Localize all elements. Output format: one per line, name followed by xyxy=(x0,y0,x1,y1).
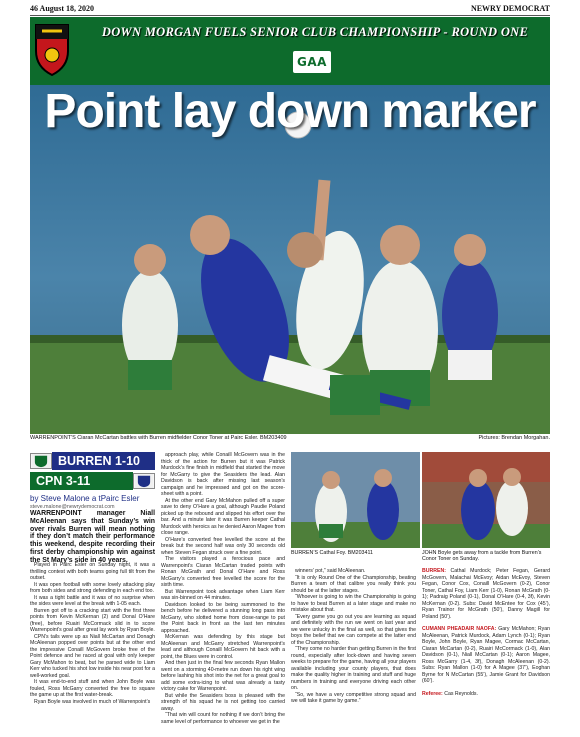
main-photo-caption: WARRENPOINT'S Ciaran McCartan battles with Burren midfielder Conor Toner at Pairc Esler. BM203409 xyxy=(30,435,287,441)
page-folio xyxy=(30,4,550,16)
paragraph: The visitors played a ferocious pace and Warrenpoint’s Ciaran McCartan traded points with Ronan McGrath and Donal O’Hare and Ross McGarry’s converted free levelled the score for the sixth time. xyxy=(161,556,285,588)
burren-lineup xyxy=(422,568,550,620)
paragraph: But Warrenpoint took advantage when Liam Kerr was sin-binned on 44 minutes. xyxy=(161,588,285,601)
cpn-lineup xyxy=(422,626,550,685)
paragraph: And then just in the final few seconds Ryan Mallon went on a storming 40-metre run down his right wing before lashing his shot into the net for a great goal to add some extra-icing to what was already a tasty victory cake for Warrenpoint. xyxy=(161,660,285,692)
paragraph: Ryan Boyle was involved in much of Warrenpoint’s xyxy=(34,698,151,705)
photo-credit: Pictures: Brendan Morgahan. xyxy=(478,435,550,441)
photo-3-caption: JOHN Boyle gets away from a tackle from Burren’s Conor Toner on Sunday. xyxy=(422,550,542,563)
photo-2-illustration xyxy=(291,452,420,548)
paragraph: McKernan was defending by this stage but McAleenan and McGarry stretched Warrenpoint’s lead and although Conaill McGovern hit back with a point, the Blues were in control. xyxy=(161,634,285,660)
team-score-burren: 1-10 xyxy=(114,454,140,468)
page-date: 46 August 18, 2020 xyxy=(30,4,95,13)
photo-john-boyle xyxy=(422,452,550,548)
photo-cathal-foy xyxy=(291,452,420,548)
headline: Point lay down marker xyxy=(44,85,536,138)
cpn-label: CUMANN PHEADAIR NAOFA: xyxy=(422,626,497,632)
banner-kicker: DOWN MORGAN FUELS SENIOR CLUB CHAMPIONSHIP - ROUND ONE xyxy=(101,25,529,39)
paper-name: NEWRY DEMOCRAT xyxy=(470,4,550,13)
byline xyxy=(30,494,155,510)
referee-name: Cas Reynolds. xyxy=(444,690,478,697)
cpn-players: Gary McMahon; Ryan McAleenan, Patrick Murdock, Adam Lynch (0-1); Ryan Boyle, John Boyle, Ryan Magee, Cormac McCartan, Ciaran McCartan (0-2), Ruairi McCormack (1-0), Alan Davidson (0-1), Niall McCartan (0-1); Aaron Magee, Ross McGarry (1-4, 3f), Donagh McAleenan (0-2). xyxy=(422,626,550,665)
team-name-cpn: CPN xyxy=(36,474,63,488)
paragraph: It was a tight battle and it was of no surprise when the sides were level at the break with 1-05 each. xyxy=(30,594,155,607)
paragraph: approach play, while Conaill McGovern was in the thick of the action for Burren but it was Patrick Murdock’s fine finish in midfield that started the move for McGarry to give the Seasiders the lead. Alan Davidson is back after missing last season’s campaign and he impressed and got on the score-sheet with a point. xyxy=(161,452,285,497)
paragraph: “Every game you go out you are learning as squad and definitely with the run we went on last year and we were unlucky in the final as well, so that gives the boys the belief that we can compete at the latter end of the Championship. xyxy=(291,613,416,646)
score-row-burren xyxy=(30,452,155,470)
paragraph: Burren got off to a cracking start with the first three points from Kevin McKernan (2) and Donal O’Hare (free), before Ruairi McCormack slid in to score Warrenpoint’s goal after great lay work by Ryan Boyle. xyxy=(30,607,155,633)
referee-label: Referee: xyxy=(422,690,443,697)
section-banner xyxy=(30,17,550,85)
main-photo-caption-row xyxy=(30,435,550,445)
byline-text: by Steve Malone a tPairc Esler xyxy=(30,494,140,503)
photo-2-caption: BURREN’S Cathal Foy. BM203411 xyxy=(291,550,373,556)
article-column-2 xyxy=(161,452,285,725)
paragraph: CPN’s tails were up as Niall McCartan and Donagh McAleenan popped over points but at the other end the impressive Conaill McGovern broke free of the Point defence and he raced at goal with only keeper Gary McMahon to beat, but he parsed wide to Liam Kerr who tucked his shot low inside his near post for a well-worked goal. xyxy=(30,633,155,679)
gaa-logo: GAA xyxy=(293,51,331,73)
paragraph: Davidson looked to be being summoned to the bench before he delivered a stunning long pass into McGarry, who slotted home from close-range to put the Point back in front as the last ten minutes approached. xyxy=(161,601,285,634)
article-column-1 xyxy=(30,562,155,705)
score-row-cpn xyxy=(30,472,155,490)
referee-line xyxy=(422,691,550,698)
paragraph: “It is only Round One of the Championship, beating Burren a team of that calibre you really think you should be at the latter stages. xyxy=(291,574,416,594)
paragraph: “Whoever is going to win the Championship is going to have to beat Burren at a later stage and make no mistake about that. xyxy=(291,594,416,613)
paragraph: Played in Pairc Esler on Sunday night, it was a thrilling contest with both teams going full tilt from the outset. xyxy=(30,562,155,581)
team-name-burren: BURREN xyxy=(58,454,112,468)
paragraph: “They come no harder than getting Burren in the first round, especially after lock-down and having seven weeks to prepare for the game, having all your players available including your county players, that does make the quality higher in training and stuff and huge numbers in training and everyone driving each other on. xyxy=(291,646,416,691)
score-burren xyxy=(52,452,155,470)
paragraph: But while the Seasiders boss is pleased with the strength of his squad he is not getting too carried away. xyxy=(161,692,285,712)
burren-players: Cathal Murdock; Peter Fegan, Gerard McGovern, Malachai McEvoy; Aidan McEvoy, Steven Fegan, Conor Cox, Conaill McGovern (0-2), Conor Toner, Cathal Foy, Liam Kerr (1-0), Ronan McGrath (0-1); Padraig Poland (0-1), Donal O’Hare (0-4, 3f), Kevin McKernan (0-2). xyxy=(422,568,550,607)
photo-3-illustration xyxy=(422,452,550,548)
paragraph: O’Hare’s converted free levelled the score at the break but the second half was only 30 seconds old when Steven Fegan struck over a fine point. xyxy=(161,536,285,556)
paragraph: winners’ pot,” said McAleenan. xyxy=(295,568,366,574)
paragraph: It was open football with some lovely attacking play from both sides and strong defending in each end too. xyxy=(30,581,155,594)
county-crest-icon xyxy=(34,21,70,77)
paragraph: “So, we have a very competitive strong squad and we will take it game by game.” xyxy=(291,691,416,704)
burren-label: BURREN: xyxy=(422,568,446,574)
score-cpn xyxy=(30,472,133,490)
cpn-crest-icon xyxy=(133,473,155,489)
lede-paragraph: WARRENPOINT manager Niall McAleenan says that Sunday’s win over rivals Burren will mean nothing if they don’t match their performance this weekend, despite recording their first derby championship win against the St Mary’s side in 40 years. xyxy=(30,510,155,564)
team-lineups xyxy=(422,568,550,703)
paragraph: “That win will count for nothing if we don’t bring the same level of performance to whoever we get in the xyxy=(161,712,285,725)
byline-email: steve.malone@newrydemocrat.com xyxy=(30,504,115,510)
score-box xyxy=(30,452,155,492)
cpn-subs: Subs: Ryan Mallon (1-0) for A Magee (37’), Eoghan Byrne for N McCartan (55’), Jamie Grant for Davidson (60’). xyxy=(422,665,550,684)
burren-crest-icon xyxy=(30,453,52,469)
paragraph: It was end-to-end stuff and when John Boyle was fouled, Ross McGarry converted the free to square the game up at the first water-break. xyxy=(30,679,155,698)
paragraph: At the other end Gary McMahon pulled off a super save to deny O’Hare a goal, although Paudie Poland picked up the rebound and slipped his effort over the bar. And a minute later it was Burren keeper Cathal Murdock with heroics as he denied Aaron Magee from close range. xyxy=(161,497,285,536)
team-score-cpn: 3-11 xyxy=(65,474,91,488)
article-column-3 xyxy=(291,568,416,705)
burren-subs: Subs: David McEntee for Cox (45’), Ryan Trainor for McGrath (50’), Danny Magill for Poland (50’). xyxy=(422,600,550,620)
